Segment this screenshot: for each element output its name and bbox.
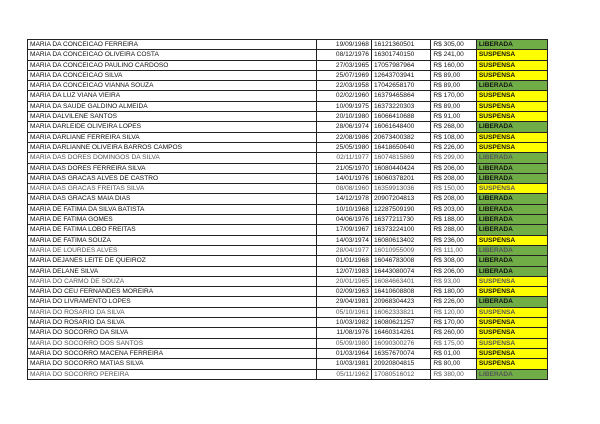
status-cell[interactable]: LIBERADA — [476, 266, 547, 276]
number-cell[interactable]: 17080516012 — [371, 369, 430, 379]
value-cell[interactable]: R$ 208,00 — [431, 173, 476, 183]
table-row[interactable] — [28, 163, 548, 173]
date-cell[interactable]: 14/01/1976 — [317, 173, 372, 183]
name-cell[interactable]: MARIA DE FATIMA LOBO FREITAS — [28, 225, 317, 235]
date-cell[interactable]: 10/09/1975 — [317, 101, 372, 111]
date-cell[interactable]: 20/10/1980 — [317, 112, 372, 122]
number-cell[interactable]: 16074815869 — [371, 153, 430, 163]
status-cell[interactable]: LIBERADA — [476, 122, 547, 132]
status-cell[interactable]: SUSPENSA — [476, 142, 547, 152]
number-cell[interactable]: 16090300276 — [371, 338, 430, 348]
name-cell[interactable]: MARIA DO CARMO DE SOUZA — [28, 276, 317, 286]
name-cell[interactable]: MARIA DARLEIDE OLIVEIRA LOPES — [28, 122, 317, 132]
value-cell[interactable]: R$ 260,00 — [431, 328, 476, 338]
name-cell[interactable]: MARIA DA CONCEICAO OLIVEIRA COSTA — [28, 50, 317, 60]
status-cell[interactable]: SUSPENSA — [476, 276, 547, 286]
value-cell[interactable]: R$ 120,00 — [431, 307, 476, 317]
date-cell[interactable]: 05/09/1980 — [317, 338, 372, 348]
number-cell[interactable]: 16084663401 — [371, 276, 430, 286]
name-cell[interactable]: MARIA DO CEU FERNANDES MOREIRA — [28, 287, 317, 297]
date-cell[interactable]: 20/01/1965 — [317, 276, 372, 286]
table-row[interactable] — [28, 318, 548, 328]
date-cell[interactable]: 04/06/1976 — [317, 215, 372, 225]
value-cell[interactable]: R$ 108,00 — [431, 132, 476, 142]
value-cell[interactable]: R$ 241,00 — [431, 50, 476, 60]
table-row[interactable] — [28, 225, 548, 235]
status-cell[interactable]: SUSPENSA — [476, 101, 547, 111]
status-cell[interactable]: LIBERADA — [476, 153, 547, 163]
date-cell[interactable]: 02/11/1977 — [317, 153, 372, 163]
status-cell[interactable]: SUSPENSA — [476, 338, 547, 348]
number-cell[interactable]: 16010955009 — [371, 245, 430, 255]
number-cell[interactable]: 16060378201 — [371, 173, 430, 183]
value-cell[interactable]: R$ 01,00 — [431, 348, 476, 358]
value-cell[interactable]: R$ 308,00 — [431, 256, 476, 266]
status-cell[interactable]: SUSPENSA — [476, 307, 547, 317]
table-row[interactable] — [28, 204, 548, 214]
number-cell[interactable]: 16373224100 — [371, 225, 430, 235]
value-cell[interactable]: R$ 170,00 — [431, 91, 476, 101]
table-row[interactable] — [28, 194, 548, 204]
value-cell[interactable]: R$ 160,00 — [431, 60, 476, 70]
table-row[interactable] — [28, 338, 548, 348]
status-cell[interactable]: SUSPENSA — [476, 235, 547, 245]
status-cell[interactable]: LIBERADA — [476, 297, 547, 307]
table-row[interactable] — [28, 70, 548, 80]
date-cell[interactable]: 08/12/1976 — [317, 50, 372, 60]
status-cell[interactable]: LIBERADA — [476, 245, 547, 255]
status-cell[interactable]: LIBERADA — [476, 215, 547, 225]
date-cell[interactable]: 01/01/1968 — [317, 256, 372, 266]
number-cell[interactable]: 16062333821 — [371, 307, 430, 317]
table-row[interactable] — [28, 122, 548, 132]
name-cell[interactable]: MARIA DAS GRACAS ALVES DE CASTRO — [28, 173, 317, 183]
table-row[interactable] — [28, 348, 548, 358]
number-cell[interactable]: 16460314261 — [371, 328, 430, 338]
value-cell[interactable]: R$ 268,00 — [431, 122, 476, 132]
value-cell[interactable]: R$ 380,00 — [431, 369, 476, 379]
value-cell[interactable]: R$ 208,00 — [431, 194, 476, 204]
date-cell[interactable]: 02/09/1963 — [317, 287, 372, 297]
table-row[interactable] — [28, 256, 548, 266]
status-cell[interactable]: LIBERADA — [476, 194, 547, 204]
date-cell[interactable]: 25/07/1969 — [317, 70, 372, 80]
value-cell[interactable]: R$ 180,00 — [431, 287, 476, 297]
date-cell[interactable]: 22/03/1958 — [317, 81, 372, 91]
number-cell[interactable]: 16373220303 — [371, 101, 430, 111]
status-cell[interactable]: LIBERADA — [476, 204, 547, 214]
name-cell[interactable]: MARIA DA LUZ VIANA VIEIRA — [28, 91, 317, 101]
number-cell[interactable]: 16410608808 — [371, 287, 430, 297]
value-cell[interactable]: R$ 288,00 — [431, 225, 476, 235]
name-cell[interactable]: MARIA DA CONCEICAO SILVA — [28, 70, 317, 80]
date-cell[interactable]: 10/10/1968 — [317, 204, 372, 214]
number-cell[interactable]: 16080613402 — [371, 235, 430, 245]
status-cell[interactable]: LIBERADA — [476, 163, 547, 173]
name-cell[interactable]: MARIA DA SAUDE GALDINO ALMEIDA — [28, 101, 317, 111]
date-cell[interactable]: 02/02/1960 — [317, 91, 372, 101]
name-cell[interactable]: MARIA DO ROSARIO DA SILVA — [28, 307, 317, 317]
date-cell[interactable]: 12/07/1983 — [317, 266, 372, 276]
status-cell[interactable]: LIBERADA — [476, 173, 547, 183]
value-cell[interactable]: R$ 206,00 — [431, 163, 476, 173]
status-cell[interactable]: LIBERADA — [476, 81, 547, 91]
table-row[interactable] — [28, 245, 548, 255]
table-row[interactable] — [28, 132, 548, 142]
status-cell[interactable]: SUSPENSA — [476, 132, 547, 142]
name-cell[interactable]: MARIA DAS GRACAS FREITAS SILVA — [28, 184, 317, 194]
value-cell[interactable]: R$ 236,00 — [431, 235, 476, 245]
table-row[interactable] — [28, 40, 548, 50]
status-cell[interactable]: SUSPENSA — [476, 112, 547, 122]
name-cell[interactable]: MARIA DELANE SILVA — [28, 266, 317, 276]
date-cell[interactable]: 21/05/1970 — [317, 163, 372, 173]
date-cell[interactable]: 28/06/1974 — [317, 122, 372, 132]
table-row[interactable] — [28, 173, 548, 183]
name-cell[interactable]: MARIA DAS DORES FERREIRA SILVA — [28, 163, 317, 173]
value-cell[interactable]: R$ 93,00 — [431, 276, 476, 286]
date-cell[interactable]: 08/08/1960 — [317, 184, 372, 194]
name-cell[interactable]: MARIA DA CONCEICAO VIANNA SOUZA — [28, 81, 317, 91]
table-row[interactable] — [28, 50, 548, 60]
status-cell[interactable]: SUSPENSA — [476, 318, 547, 328]
number-cell[interactable]: 16080621257 — [371, 318, 430, 328]
table-row[interactable] — [28, 153, 548, 163]
number-cell[interactable]: 16379465864 — [371, 91, 430, 101]
spreadsheet — [27, 39, 548, 380]
table-row[interactable] — [28, 266, 548, 276]
number-cell[interactable]: 16359913036 — [371, 184, 430, 194]
date-cell[interactable]: 14/12/1978 — [317, 194, 372, 204]
name-cell[interactable]: MARIA DA CONCEICAO FERREIRA — [28, 40, 317, 50]
name-cell[interactable]: MARIA DALVILENE SANTOS — [28, 112, 317, 122]
status-cell[interactable]: LIBERADA — [476, 369, 547, 379]
number-cell[interactable]: 16080440424 — [371, 163, 430, 173]
number-cell[interactable]: 20968304423 — [371, 297, 430, 307]
number-cell[interactable]: 16301740150 — [371, 50, 430, 60]
table-row[interactable] — [28, 297, 548, 307]
table-row[interactable] — [28, 369, 548, 379]
name-cell[interactable]: MARIA DARLIANNE OLIVEIRA BARROS CAMPOS — [28, 142, 317, 152]
name-cell[interactable]: MARIA DO SOCORRO MATIAS SILVA — [28, 359, 317, 369]
number-cell[interactable]: 16357670074 — [371, 348, 430, 358]
status-cell[interactable]: SUSPENSA — [476, 70, 547, 80]
value-cell[interactable]: R$ 150,00 — [431, 184, 476, 194]
table-row[interactable] — [28, 60, 548, 70]
number-cell[interactable]: 17042658170 — [371, 81, 430, 91]
name-cell[interactable]: MARIA DO SOCORRO MACENA FERREIRA — [28, 348, 317, 358]
table-body — [28, 40, 548, 380]
status-cell[interactable]: SUSPENSA — [476, 348, 547, 358]
value-cell[interactable]: R$ 89,00 — [431, 81, 476, 91]
date-cell[interactable]: 10/03/1982 — [317, 318, 372, 328]
status-cell[interactable]: SUSPENSA — [476, 328, 547, 338]
table-row[interactable] — [28, 328, 548, 338]
value-cell[interactable]: R$ 111,00 — [431, 245, 476, 255]
value-cell[interactable]: R$ 188,00 — [431, 215, 476, 225]
name-cell[interactable]: MARIA DE FATIMA SOUZA — [28, 235, 317, 245]
table-row[interactable] — [28, 81, 548, 91]
name-cell[interactable]: MARIA DE FATIMA GOMES — [28, 215, 317, 225]
table-row[interactable] — [28, 359, 548, 369]
status-cell[interactable]: SUSPENSA — [476, 60, 547, 70]
value-cell[interactable]: R$ 226,00 — [431, 142, 476, 152]
date-cell[interactable]: 22/08/1986 — [317, 132, 372, 142]
table-row[interactable] — [28, 184, 548, 194]
value-cell[interactable]: R$ 89,00 — [431, 70, 476, 80]
name-cell[interactable]: MARIA DAS DORES DOMINGOS DA SILVA — [28, 153, 317, 163]
number-cell[interactable]: 12643703941 — [371, 70, 430, 80]
number-cell[interactable]: 16418650640 — [371, 142, 430, 152]
number-cell[interactable]: 12287509190 — [371, 204, 430, 214]
name-cell[interactable]: MARIA DE LOURDES ALVES — [28, 245, 317, 255]
status-cell[interactable]: SUSPENSA — [476, 50, 547, 60]
value-cell[interactable]: R$ 226,00 — [431, 297, 476, 307]
number-cell[interactable]: 16377211730 — [371, 215, 430, 225]
status-cell[interactable]: LIBERADA — [476, 40, 547, 50]
number-cell[interactable]: 17057987964 — [371, 60, 430, 70]
number-cell[interactable]: 16443080074 — [371, 266, 430, 276]
date-cell[interactable]: 28/04/1977 — [317, 245, 372, 255]
date-cell[interactable]: 10/03/1981 — [317, 359, 372, 369]
name-cell[interactable]: MARIA DAS GRACAS MAIA DIAS — [28, 194, 317, 204]
table-row[interactable] — [28, 112, 548, 122]
name-cell[interactable]: MARIA DO ROSARIO DA SILVA — [28, 318, 317, 328]
number-cell[interactable]: 20673400382 — [371, 132, 430, 142]
number-cell[interactable]: 16061648400 — [371, 122, 430, 132]
status-cell[interactable]: LIBERADA — [476, 225, 547, 235]
table-row[interactable] — [28, 142, 548, 152]
value-cell[interactable]: R$ 170,00 — [431, 318, 476, 328]
name-cell[interactable]: MARIA DARLIANE FERREIRA SILVA — [28, 132, 317, 142]
table-row[interactable] — [28, 276, 548, 286]
date-cell[interactable]: 29/04/1981 — [317, 297, 372, 307]
table-row[interactable] — [28, 101, 548, 111]
date-cell[interactable]: 17/09/1967 — [317, 225, 372, 235]
date-cell[interactable]: 19/09/1968 — [317, 40, 372, 50]
number-cell[interactable]: 16066410688 — [371, 112, 430, 122]
status-cell[interactable]: SUSPENSA — [476, 91, 547, 101]
table-row[interactable] — [28, 215, 548, 225]
date-cell[interactable]: 27/03/1965 — [317, 60, 372, 70]
name-cell[interactable]: MARIA DE FATIMA DA SILVA BATISTA — [28, 204, 317, 214]
status-cell[interactable]: SUSPENSA — [476, 184, 547, 194]
status-cell[interactable]: LIBERADA — [476, 256, 547, 266]
beneficiary-table — [27, 39, 548, 380]
value-cell[interactable]: R$ 80,00 — [431, 359, 476, 369]
date-cell[interactable]: 01/03/1964 — [317, 348, 372, 358]
table-row[interactable] — [28, 91, 548, 101]
date-cell[interactable]: 05/11/1962 — [317, 369, 372, 379]
name-cell[interactable]: MARIA DO SOCORRO DOS SANTOS — [28, 338, 317, 348]
table-row[interactable] — [28, 307, 548, 317]
name-cell[interactable]: MARIA DO SOCORRO PEREIRA — [28, 369, 317, 379]
name-cell[interactable]: MARIA DA CONCEICAO PAULINO CARDOSO — [28, 60, 317, 70]
name-cell[interactable]: MARIA DO LIVRAMENTO LOPES — [28, 297, 317, 307]
value-cell[interactable]: R$ 175,00 — [431, 338, 476, 348]
value-cell[interactable]: R$ 89,00 — [431, 101, 476, 111]
value-cell[interactable]: R$ 206,00 — [431, 266, 476, 276]
name-cell[interactable]: MARIA DEJANES LEITE DE QUEIROZ — [28, 256, 317, 266]
table-row[interactable] — [28, 235, 548, 245]
number-cell[interactable]: 20907204813 — [371, 194, 430, 204]
number-cell[interactable]: 16121360501 — [371, 40, 430, 50]
name-cell[interactable]: MARIA DO SOCORRO DA SILVA — [28, 328, 317, 338]
number-cell[interactable]: 16046783008 — [371, 256, 430, 266]
value-cell[interactable]: R$ 91,00 — [431, 112, 476, 122]
value-cell[interactable]: R$ 299,00 — [431, 153, 476, 163]
value-cell[interactable]: R$ 305,00 — [431, 40, 476, 50]
status-cell[interactable]: SUSPENSA — [476, 287, 547, 297]
date-cell[interactable]: 25/05/1980 — [317, 142, 372, 152]
value-cell[interactable]: R$ 203,00 — [431, 204, 476, 214]
date-cell[interactable]: 14/03/1974 — [317, 235, 372, 245]
number-cell[interactable]: 20920804815 — [371, 359, 430, 369]
table-row[interactable] — [28, 287, 548, 297]
status-cell[interactable]: SUSPENSA — [476, 359, 547, 369]
date-cell[interactable]: 11/08/1976 — [317, 328, 372, 338]
date-cell[interactable]: 05/10/1961 — [317, 307, 372, 317]
